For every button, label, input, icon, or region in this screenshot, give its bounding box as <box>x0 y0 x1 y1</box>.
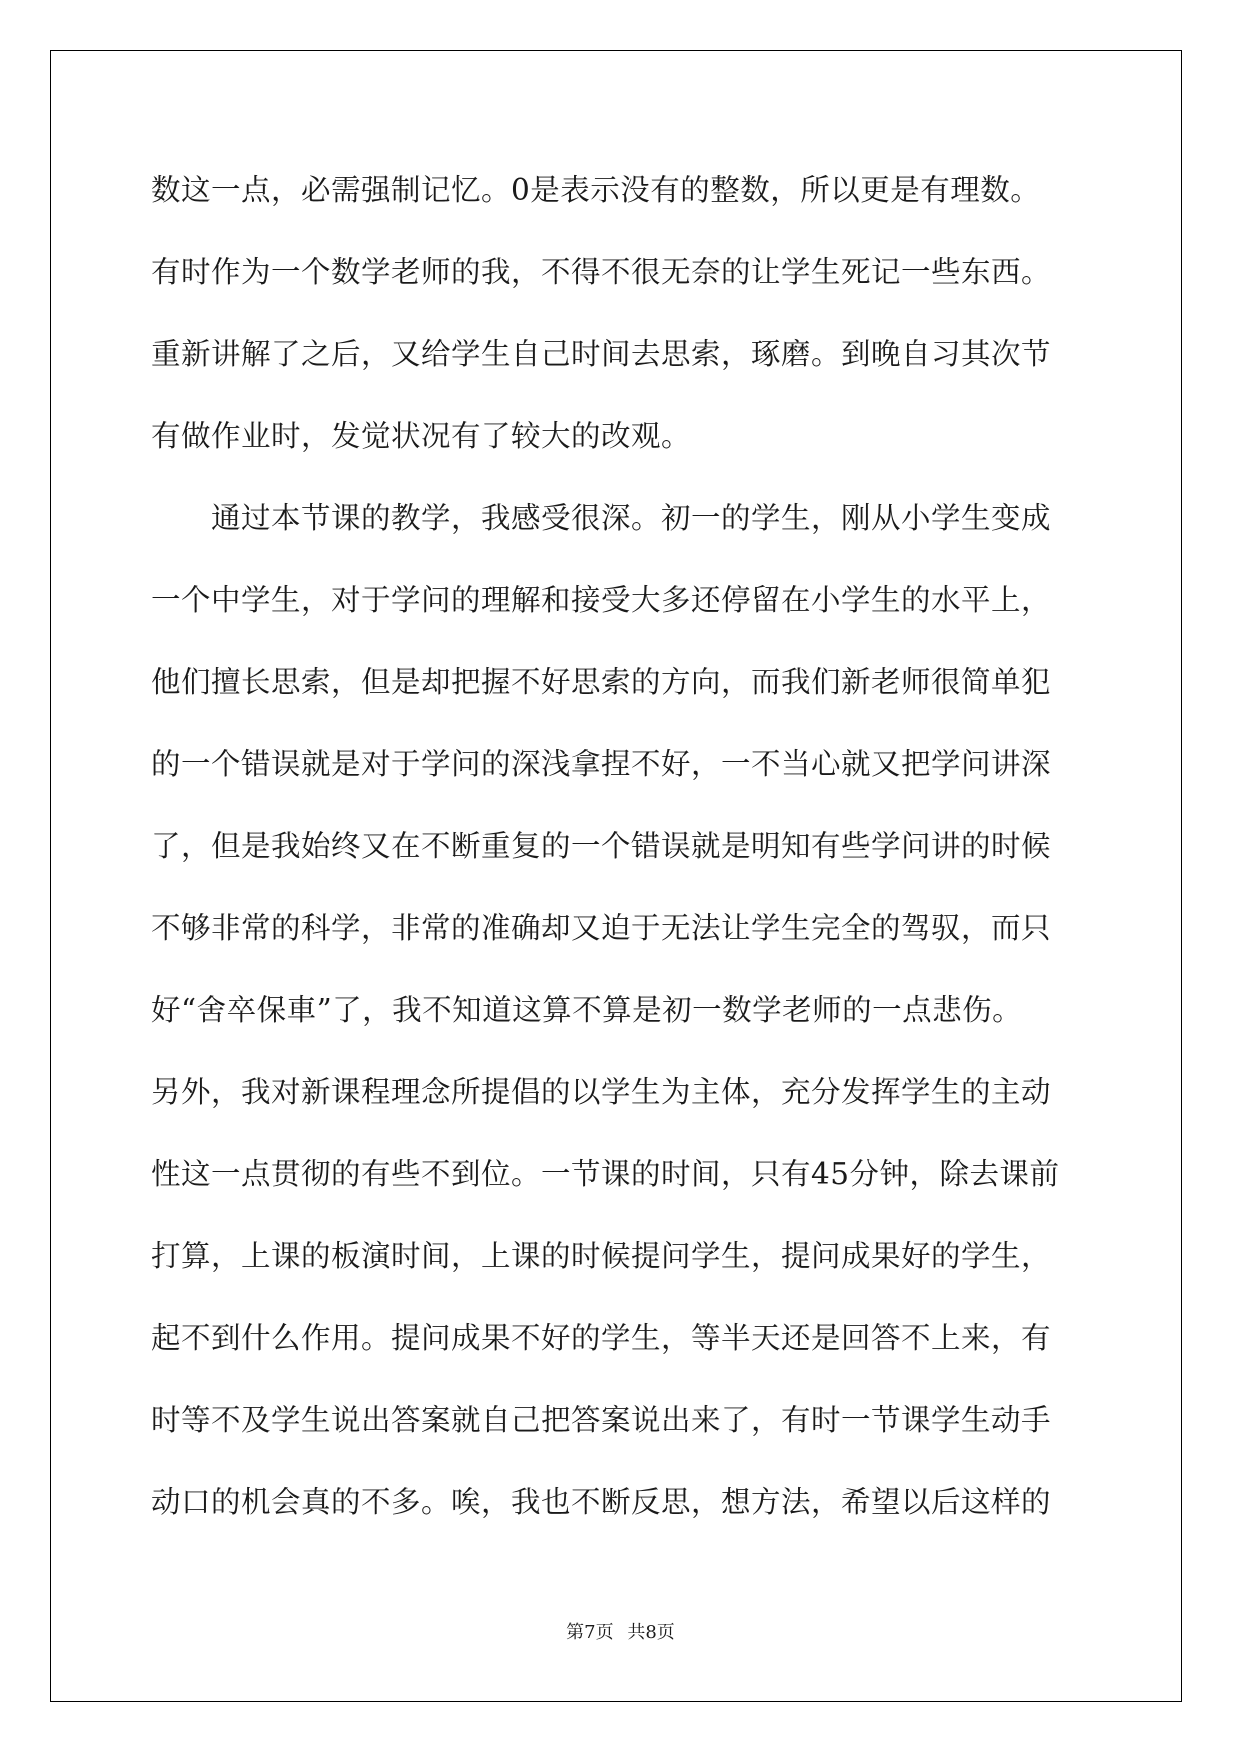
text-line: 时等不及学生说出答案就自己把答案说出来了，有时一节课学生动手 <box>151 1403 1052 1437</box>
text-line: 另外，我对新课程理念所提倡的以学生为主体，充分发挥学生的主动 <box>151 1075 1052 1109</box>
text-line: 重新讲解了之后，又给学生自己时间去思索，琢磨。到晚自习其次节 <box>151 337 1052 371</box>
text-line: 好“舍卒保車”了，我不知道这算不算是初一数学老师的一点悲伤。 <box>151 993 1023 1027</box>
text-line: 通过本节课的教学，我感受很深。初一的学生，刚从小学生变成 <box>151 501 1052 535</box>
text-line: 数这一点，必需强制记忆。0是表示没有的整数，所以更是有理数。 <box>151 173 1041 207</box>
text-line: 性这一点贯彻的有些不到位。一节课的时间，只有45分钟，除去课前 <box>151 1157 1060 1191</box>
text-line: 打算，上课的板演时间，上课的时候提问学生，提问成果好的学生， <box>151 1239 1052 1273</box>
text-line: 不够非常的科学，非常的准确却又迫于无法让学生完全的驾驭，而只 <box>151 911 1052 945</box>
text-line: 有时作为一个数学老师的我，不得不很无奈的让学生死记一些东西。 <box>151 255 1052 289</box>
text-line: 他们擅长思索，但是却把握不好思索的方向，而我们新老师很简单犯 <box>151 665 1052 699</box>
text-line: 的一个错误就是对于学问的深浅拿捏不好，一不当心就又把学问讲深 <box>151 747 1052 781</box>
text-line: 起不到什么作用。提问成果不好的学生，等半天还是回答不上来，有 <box>151 1321 1052 1355</box>
text-line: 动口的机会真的不多。唉，我也不断反思，想方法，希望以后这样的 <box>151 1485 1052 1519</box>
page-total: 共8页 <box>627 1622 675 1643</box>
text-line: 一个中学生，对于学问的理解和接受大多还停留在小学生的水平上， <box>151 583 1052 617</box>
text-line: 了，但是我始终又在不断重复的一个错误就是明知有些学问讲的时候 <box>151 829 1052 863</box>
page-footer <box>0 1618 1241 1644</box>
page-number: 第7页 <box>566 1622 614 1643</box>
text-line: 有做作业时，发觉状况有了较大的改观。 <box>151 419 692 453</box>
